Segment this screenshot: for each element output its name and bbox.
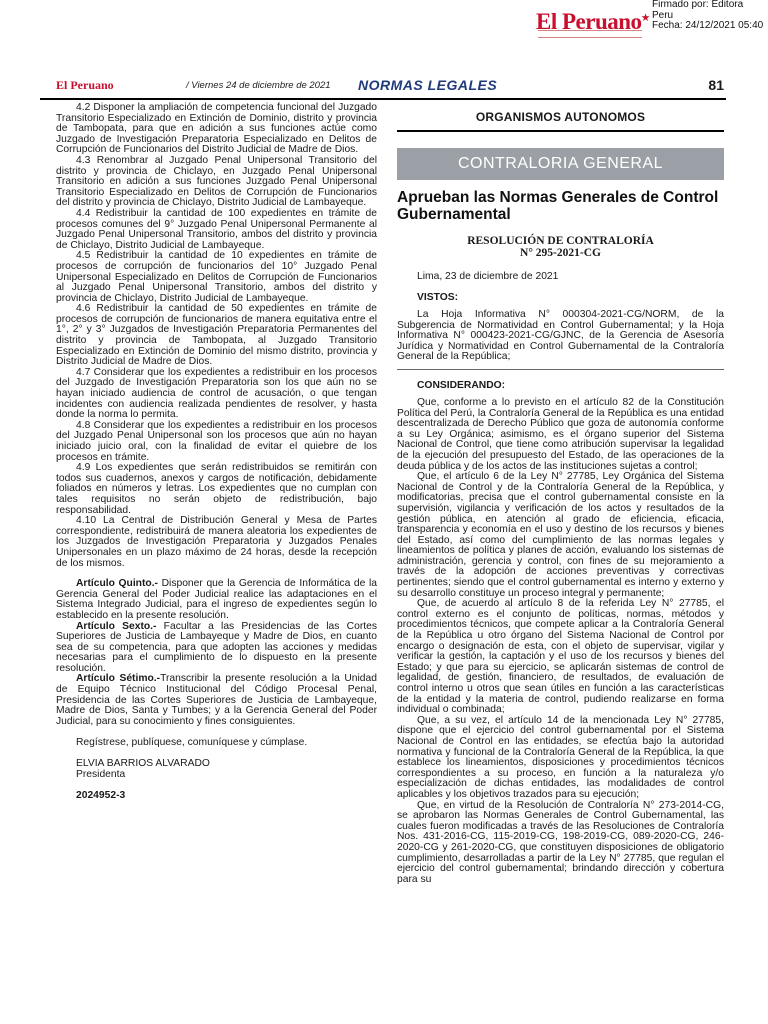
masthead-logo-text: El Peruano xyxy=(536,9,642,34)
article-text: Facultar a las Presidencias de las Cortes Superiores de Justicia de Lambayeque y Madre de Dios, en cuanto sea de su competencia, para que adopten las acciones y medidas necesarias para el cumplimiento de lo dispuesto en la presente resolución. xyxy=(56,620,377,674)
paragraph: 4.10 La Central de Distribución General y Mesa de Partes correspondiente, redistribuirá de manera aleatoria los expedientes de los Juzgados de Investigación Preparatoria y Juzgados Penales Unipersonales en un plazo máximo de 24 horas, desde la recepción de los mismos. xyxy=(56,515,377,569)
paragraph: 4.2 Disponer la ampliación de competencia funcional del Juzgado Transitorio Especializado en Extinción de Dominio, distrito y provincia de Tambopata, para que en adición a sus funciones actúe como Juzgado de Investigación Preparatoria Especializado en Delitos de Corrupción de Funcionarios del Distrito Judicial de Madre de Dios. xyxy=(56,102,377,156)
considerando-paragraph: Que, el artículo 6 de la Ley N° 27785, Ley Orgánica del Sistema Nacional de Control y de la Contraloría General de la República, y modificatorias, precisa que el control gubernamental consiste en la supervisión, vigilancia y verificación de los actos y resultados de la gestión pública, en atención al grado de eficiencia, eficacia, transparencia y economía en el uso y destino de los recursos y bienes del Estado, así como del cumplimiento de las normas legales y lineamientos de política y planes de acción, evaluando los sistemas de administración, gerencia y control, con fines de su mejoramiento a través de la adopción de acciones preventivas y correctivas pertinentes; siendo que el control gubernamental es interno y externo y su desarrollo constituye un proceso integral y permanente; xyxy=(397,471,724,599)
article-text: Transcribir la presente resolución a la Unidad de Equipo Técnico Institucional del Código Procesal Penal, Presidencia de las Cortes Superiores de Justicia de Lambayeque, Madre de Dios, Santa y Tumbes; y a la Gerencia General del Poder Judicial, para su conocimiento y fines consiguientes. xyxy=(56,673,377,727)
article-sexto xyxy=(56,622,377,675)
resolution-title: Aprueban las Normas Generales de Control Gubernamental xyxy=(397,189,719,223)
considerando-paragraph: Que, a su vez, el artículo 14 de la mencionada Ley N° 27785, dispone que el ejercicio del control gubernamental por el Sistema Nacional de Control en las entidades, se efectúa bajo la autoridad normativa y funcional de la Contraloría General de la República, la que establece los lineamientos, disposiciones y procedimientos técnicos correspondientes a su proceso, en función a la naturaleza y/o especialización de dichas entidades, las modalidades de control aplicables y los objetivos trazados para su ejecución; xyxy=(397,714,724,800)
closing-formula: Regístrese, publíquese, comuníquese y cúmplase. xyxy=(76,737,308,749)
article-setimo xyxy=(56,674,377,727)
article-label: Artículo Quinto.- xyxy=(76,578,158,590)
header-section-title: NORMAS LEGALES xyxy=(358,77,498,93)
paragraph: 4.3 Renombrar al Juzgado Penal Unipersonal Transitorio del distrito y provincia de Chiclayo, en Juzgado Penal Unipersonal Transitorio en adición a sus funciones Juzgado Penal Unipersonal Transitorio Especializado en Delitos de Corrupción de Funcionarios del distrito y provincia de Chiclayo, Distrito Judicial de Lambayeque. xyxy=(56,154,377,209)
paragraph: 4.6 Redistribuir la cantidad de 50 expedientes en trámite de procesos de corrupción de funcionarios de manera equitativa entre el 1°, 2° y 3° Juzgados de Investigación Preparatoria Permanentes del distrito y provincia de Tambopata, al Juzgado Transitorio Especializado en Extinción de Dominio del mismo distrito, provincia y Distrito Judicial de Madre de Dios. xyxy=(56,303,377,368)
signature-line: Fecha: 24/12/2021 05:40 xyxy=(652,20,764,31)
article-text: Disponer que la Gerencia de Informática de la Gerencia General del Poder Judicial realice las adaptaciones en el Sistema Integrado Judicial, para el ingreso de expedientes según lo establecido en la presente resolución. xyxy=(56,578,378,621)
digital-signature-block xyxy=(0,0,768,40)
signature-line: Firmado por: Editora xyxy=(652,0,744,10)
paragraph: 4.8 Considerar que los expedientes a redistribuir en los procesos del Juzgado Penal Unipersonal son los procesos que aún no hayan iniciado juicio oral, con la finalidad de evitar el quiebre de los procesos en trámite. xyxy=(56,419,377,463)
considerando-paragraph: Que, de acuerdo al artículo 8 de la referida Ley N° 27785, el control externo es el conjunto de políticas, normas, métodos y procedimientos técnicos, que compete aplicar a la Contraloría General de la República u otro órgano del Sistema Nacional de Control por encargo o designación de esta, con el objeto de supervisar, vigilar y verificar la gestión, la captación y el uso de los recursos y bienes del Estado; y que para su ejercicio, se aplicarán sistemas de control de legalidad, de gestión, financiero, de resultados, de evaluación de control interno u otros que sean útiles en función a las características de la entidad y la materia de control, pudiendo realizarse en forma individual o combinada; xyxy=(397,598,724,716)
page-number: 81 xyxy=(708,77,724,93)
reference-number: 2024952-3 xyxy=(76,790,126,802)
considerando-heading: CONSIDERANDO: xyxy=(417,379,506,391)
article-label: Artículo Sexto.- xyxy=(76,620,157,632)
resolution-number-line2: N° 295-2021-CG xyxy=(520,247,601,259)
signer-role: Presidenta xyxy=(76,769,126,781)
right-column xyxy=(397,110,724,885)
vistos-paragraph: La Hoja Informativa N° 000304-2021-CG/NORM, de la Subgerencia de Normatividad en Control Gubernamental; y la Hoja Informativa N° 000423-2021-CG/GJNC, de la Gerencia de Asesoría Jurídica y Normatividad en Control Gubernamental de la Contraloría General de la República; xyxy=(397,309,724,363)
masthead-rule xyxy=(538,30,642,38)
star-icon: ★ xyxy=(641,12,650,23)
article-quinto xyxy=(56,579,377,621)
considerando-paragraph: Que, conforme a lo previsto en el artículo 82 de la Constitución Política del Perú, la Contraloría General de la República es una entidad descentralizada de Derecho Público que goza de autonomía conforme a su Ley Orgánica; asimismo, es el órgano superior del Sistema Nacional de Control, que tiene como atribución supervisar la legalidad de la ejecución del presupuesto del Estado, de las operaciones de la deuda pública y de los actos de las instituciones sujetas a control; xyxy=(397,396,724,472)
page-header xyxy=(40,76,726,100)
signer-name: ELVIA BARRIOS ALVARADO xyxy=(76,758,210,770)
paragraph: 4.4 Redistribuir la cantidad de 100 expedientes en trámite de procesos comunes del 9° Juzgado Penal Unipersonal Permanente al Juzgado Penal Unipersonal Transitorio, ambos del distrito y provincia de Chiclayo, Distrito Judicial de Lambayeque. xyxy=(56,207,377,251)
paragraph: 4.5 Redistribuir la cantidad de 10 expedientes en trámite de procesos de corrupción de funcionarios del 10° Juzgado Penal Unipersonal Especializado en Delitos de Corrupción de Funcionarios al Juzgado Penal Unipersonal Transitorio, ambos del distrito y provincia de Chiclayo, Distrito Judicial de Lambayeque. xyxy=(56,250,377,304)
signature-text xyxy=(652,0,763,32)
divider xyxy=(397,369,724,370)
article-label: Artículo Sétimo.- xyxy=(76,673,161,685)
vistos-heading: VISTOS: xyxy=(417,292,459,303)
institution-band: CONTRALORIA GENERAL xyxy=(397,148,724,180)
signature-line: Peru xyxy=(652,9,674,21)
section-heading: ORGANISMOS AUTONOMOS xyxy=(397,110,724,132)
resolution-number-line1: RESOLUCIÓN DE CONTRALORÍA xyxy=(467,235,654,247)
considerando-paragraph: Que, en virtud de la Resolución de Contraloría N° 273-2014-CG, se aprobaron las Normas Generales de Control Gubernamental, las cuales fueron modificadas a través de las Resoluciones de Contraloría Nos. 431-2016-CG, 115-2019-CG, 198-2019-CG, 089-2020-CG, 246-2020-CG y 261-2020-CG, que constituyen disposiciones de obligatorio cumplimiento, desarrolladas a partir de la Ley N° 27785, que regulan el ejercicio del control gubernamental; brindando dirección y cobertura para su xyxy=(397,799,724,885)
paragraph: 4.7 Considerar que los expedientes a redistribuir en los procesos del Juzgado de Investigación Preparatoria son los que aún no se hayan iniciado audiencia de control de acusación, o que tengan incidentes con audiencia realizada pendientes de resolver, y hasta donde la norma lo permita. xyxy=(56,366,377,421)
resolution-date: Lima, 23 de diciembre de 2021 xyxy=(417,271,559,282)
header-date: / Viernes 24 de diciembre de 2021 xyxy=(186,80,331,91)
left-column xyxy=(56,103,377,801)
paragraph: 4.9 Los expedientes que serán redistribuidos se remitirán con todos sus cuadernos, anexos y cargos de notificación, debidamente foliados en números y letras. Los expedientes que no cumplan con tales requisitos no serán objeto de redistribución, bajo responsabilidad. xyxy=(56,462,377,516)
header-logo: El Peruano xyxy=(56,78,114,92)
